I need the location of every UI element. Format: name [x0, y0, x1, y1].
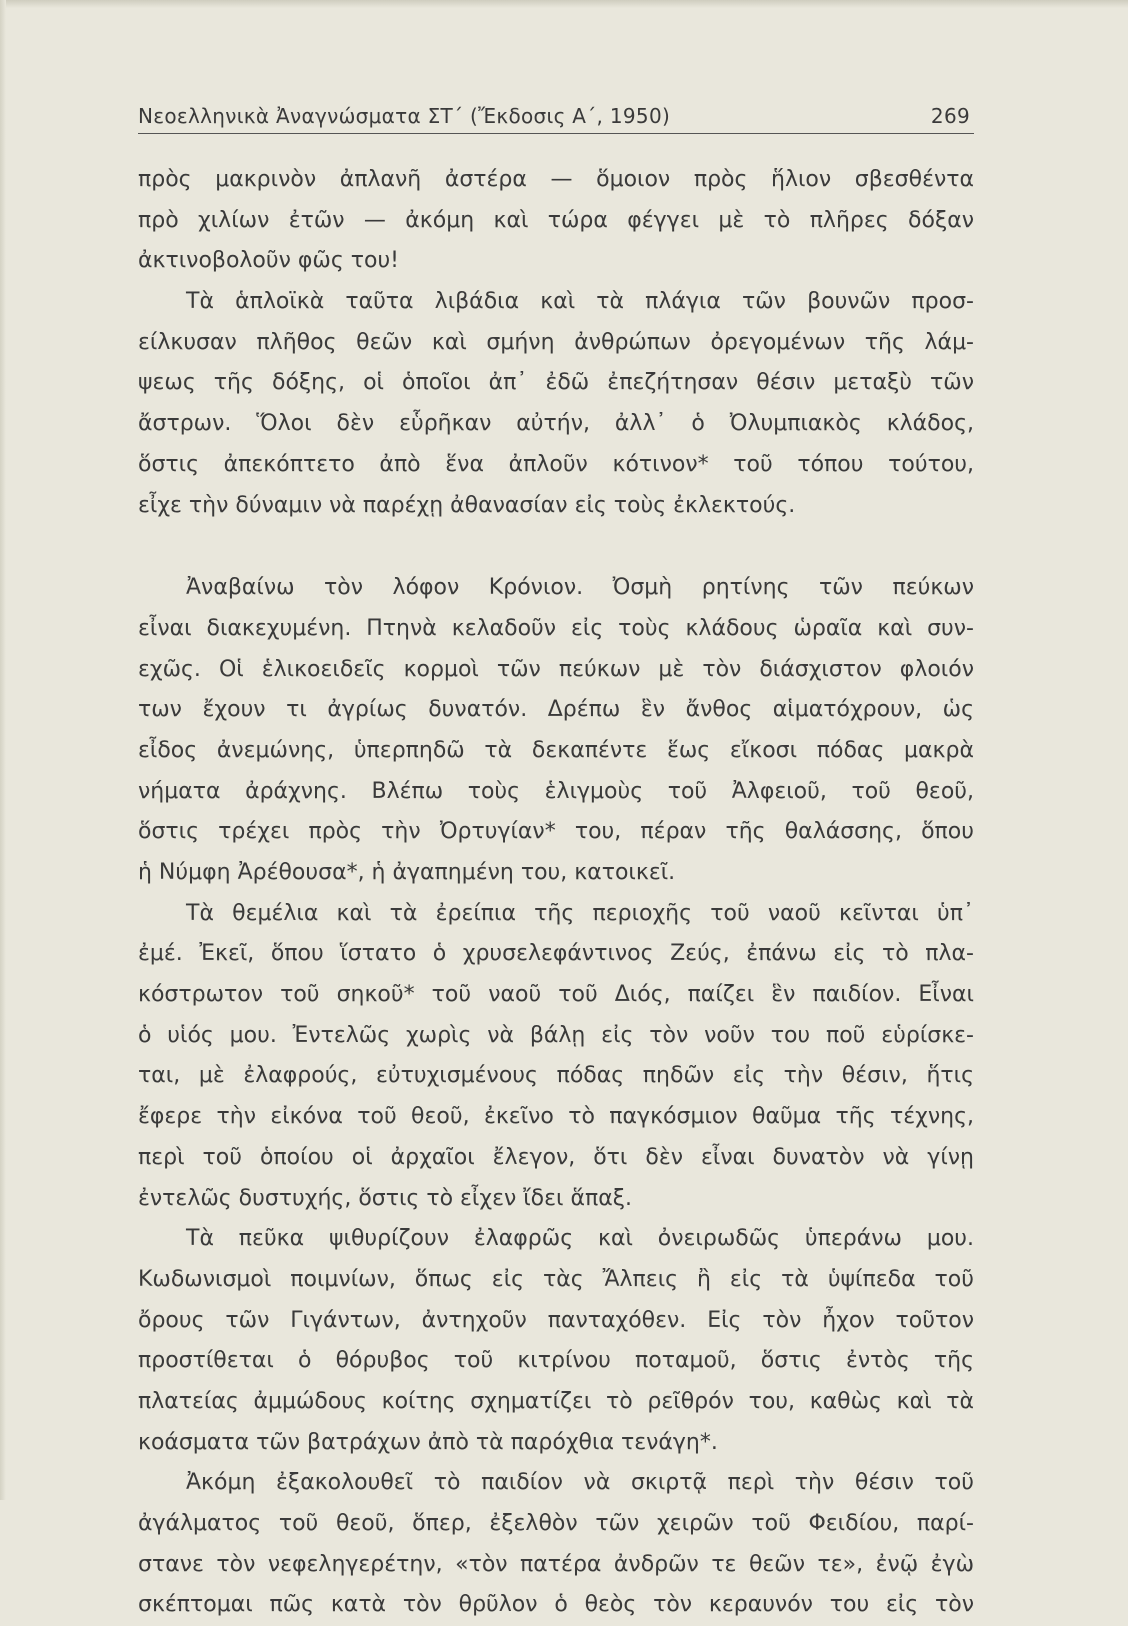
text-line: των ἔχουν τι ἀγρίως δυνατόν. Δρέπω ἓν ἄνθος αἱματόχρουν, ὡς: [138, 697, 974, 723]
text-line: νήματα ἀράχνης. Βλέπω τοὺς ἑλιγμοὺς τοῦ Ἀλφειοῦ, τοῦ θεοῦ,: [138, 778, 974, 804]
page-number: 269: [930, 104, 970, 128]
text-line: Τὰ ἁπλοϊκὰ ταῦτα λιβάδια καὶ τὰ πλάγια τῶν βουνῶν προσ-: [186, 289, 974, 315]
text-line: ἀκτινοβολοῦν φῶς του!: [138, 248, 399, 274]
text-line: εἶδος ἀνεμώνης, ὑπερπηδῶ τὰ δεκαπέντε ἕως εἴκοσι πόδας μακρὰ: [138, 737, 974, 763]
text-line: σκέπτομαι πῶς κατὰ τὸν θρῦλον ὁ θεὸς τὸν κεραυνόν του εἰς τὸν: [138, 1592, 974, 1618]
text-line: Κωδωνισμοὶ ποιμνίων, ὅπως εἰς τὰς Ἄλπεις ἢ εἰς τὰ ὑψίπεδα τοῦ: [138, 1266, 974, 1292]
text-line: στανε τὸν νεφεληγερέτην, «τὸν πατέρα ἀνδρῶν τε θεῶν τε», ἐνῷ ἐγὼ: [138, 1551, 974, 1577]
text-line: κοάσματα τῶν βατράχων ἀπὸ τὰ παρόχθια τενάγη*.: [138, 1429, 718, 1455]
text-line: Ἀκόμη ἐξακολουθεῖ τὸ παιδίον νὰ σκιρτᾷ περὶ τὴν θέσιν τοῦ: [186, 1470, 974, 1496]
text-line: περὶ τοῦ ὁποίου οἱ ἀρχαῖοι ἔλεγον, ὅτι δὲν εἶναι δυνατὸν νὰ γίνῃ: [138, 1144, 974, 1170]
text-line: προστίθεται ὁ θόρυβος τοῦ κιτρίνου ποταμοῦ, ὅστις ἐντὸς τῆς: [138, 1348, 974, 1374]
text-line: εἶναι διακεχυμένη. Πτηνὰ κελαδοῦν εἰς τοὺς κλάδους ὡραῖα καὶ συν-: [138, 615, 974, 641]
text-line: ται, μὲ ἐλαφρούς, εὐτυχισμένους πόδας πηδῶν εἰς τὴν θέσιν, ἥτις: [138, 1063, 974, 1089]
text-line: ὅστις τρέχει πρὸς τὴν Ὀρτυγίαν* του, πέραν τῆς θαλάσσης, ὅπου: [138, 819, 974, 845]
text-line: ἐμέ. Ἐκεῖ, ὅπου ἵστατο ὁ χρυσελεφάντινος Ζεύς, ἐπάνω εἰς τὸ πλα-: [138, 941, 974, 967]
page-left-edge: [0, 0, 6, 1500]
text-line: ἀγάλματος τοῦ θεοῦ, ὅπερ, ἐξελθὸν τῶν χειρῶν τοῦ Φειδίου, παρί-: [138, 1511, 974, 1536]
text-line: ἄστρων. Ὅλοι δὲν εὗρῆκαν αὐτήν, ἀλλ᾿ ὁ Ὀλυμπιακὸς κλάδος,: [138, 411, 974, 437]
header-title: Νεοελληνικὰ Ἀναγνώσματα ΣΤ΄ (Ἔκδοσις Α΄, 1950): [138, 104, 671, 128]
text-line: εχῶς. Οἱ ἑλικοειδεῖς κορμοὶ τῶν πεύκων μὲ τὸν διάσχιστον φλοιόν: [138, 656, 974, 682]
running-header: [138, 104, 974, 134]
text-line: ἐντελῶς δυστυχής, ὅστις τὸ εἶχεν ἴδει ἅπαξ.: [138, 1185, 632, 1211]
body-text: [138, 160, 974, 1626]
header-rule: [138, 133, 974, 134]
text-line: ὄρους τῶν Γιγάντων, ἀντηχοῦν πανταχόθεν. Εἰς τὸν ἦχον τοῦτον: [138, 1307, 974, 1333]
text-line: Τὰ θεμέλια καὶ τὰ ἐρείπια τῆς περιοχῆς τοῦ ναοῦ κεῖνται ὑπ᾿: [186, 900, 974, 926]
page-top-edge: [0, 0, 1128, 8]
text-line: πρὸ χιλίων ἐτῶν — ἀκόμη καὶ τώρα φέγγει μὲ τὸ πλῆρες δόξαν: [138, 207, 974, 233]
paragraph-gap: [138, 526, 974, 568]
text-line: ὁ υἱός μου. Ἐντελῶς χωρὶς νὰ βάλῃ εἰς τὸν νοῦν του ποῦ εὑρίσκε-: [138, 1022, 974, 1048]
text-line: κόστρωτον τοῦ σηκοῦ* τοῦ ναοῦ τοῦ Διός, παίζει ἓν παιδίον. Εἶναι: [138, 982, 974, 1008]
text-line: ἔφερε τὴν εἰκόνα τοῦ θεοῦ, ἐκεῖνο τὸ παγκόσμιον θαῦμα τῆς τέχνης,: [138, 1104, 974, 1130]
text-line: Τὰ πεῦκα ψιθυρίζουν ἐλαφρῶς καὶ ὀνειρωδῶς ὑπεράνω μου.: [186, 1226, 974, 1252]
text-line: Ἀναβαίνω τὸν λόφον Κρόνιον. Ὀσμὴ ρητίνης τῶν πεύκων: [186, 575, 974, 601]
text-line: πρὸς μακρινὸν ἀπλανῆ ἀστέρα — ὅμοιον πρὸς ἥλιον σβεσθέντα: [138, 167, 974, 192]
text-line: είλκυσαν πλῆθος θεῶν καὶ σμήνη ἀνθρώπων ὀρεγομένων τῆς λάμ-: [138, 329, 974, 355]
text-line: πλατείας ἀμμώδους κοίτης σχηματίζει τὸ ρεῖθρόν του, καθὼς καὶ τὰ: [138, 1388, 974, 1414]
text-line: ἡ Νύμφη Ἀρέθουσα*, ἡ ἀγαπημένη του, κατοικεῖ.: [138, 860, 676, 885]
text-line: ὅστις ἀπεκόπτετο ἀπὸ ἕνα ἀπλοῦν κότινον* τοῦ τόπου τούτου,: [138, 451, 974, 477]
text-line: ψεως τῆς δόξης, οἱ ὁποῖοι ἀπ᾿ ἐδῶ ἐπεζήτησαν θέσιν μεταξὺ τῶν: [138, 370, 974, 396]
text-line: εἶχε τὴν δύναμιν νὰ παρέχῃ ἀθανασίαν εἰς τοὺς ἐκλεκτούς.: [138, 492, 796, 518]
